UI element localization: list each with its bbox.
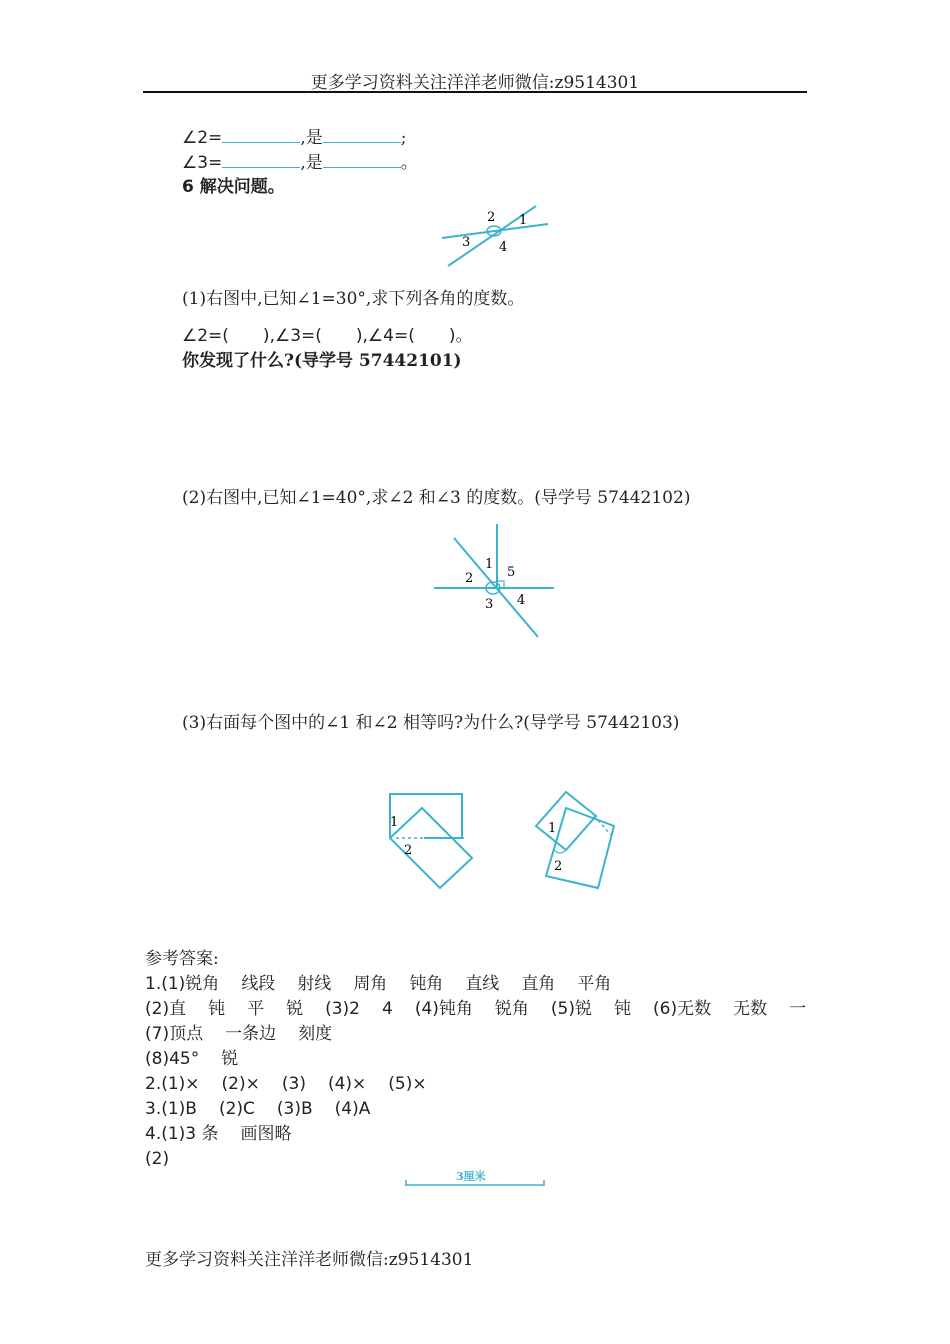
answer-item: 锐角 (494, 999, 529, 1019)
answer-item: (7)顶点 (145, 1024, 204, 1044)
answer-item: 画图略 (240, 1124, 292, 1144)
answer-item: 无数 (733, 999, 768, 1019)
answer-item: (6)无数 (653, 999, 712, 1019)
answer-item: 钝 (208, 999, 226, 1019)
answer-item: (2)直 (145, 999, 187, 1019)
answer-item: 刻度 (298, 1024, 333, 1044)
q3-text: (3)右面每个图中的∠1 和∠2 相等吗?为什么?(导学号 57442103) (182, 713, 680, 733)
label-5: 5 (507, 565, 516, 580)
blank-input[interactable] (323, 126, 401, 143)
answer-item: (4)钝角 (414, 999, 473, 1019)
label-3: 3 (462, 235, 471, 250)
figure-intersecting-lines-1 (436, 200, 556, 272)
answer-item: (3)B (276, 1099, 313, 1119)
label-1: 1 (548, 821, 557, 836)
label-2: 2 (487, 210, 496, 225)
q1-discover: 你发现了什么?(导学号 57442101) (182, 351, 462, 371)
label-2: 2 (465, 571, 474, 586)
blank-input[interactable] (222, 126, 300, 143)
label-3: 3 (485, 597, 494, 612)
rect-front (546, 808, 614, 888)
answer-item: (3) (281, 1074, 306, 1094)
figure-intersecting-lines-2 (430, 520, 558, 642)
blank-input[interactable] (323, 151, 401, 168)
answer-line (145, 1123, 292, 1145)
answer-item: (2) (145, 1149, 170, 1169)
page-footer: 更多学习资料关注洋洋老师微信:z9514301 (145, 1250, 474, 1270)
answer-item: 3.(1)B (145, 1099, 197, 1119)
ruler-3cm (404, 1166, 546, 1192)
label-1: 1 (519, 213, 528, 228)
answer-item: 射线 (297, 974, 332, 994)
answer-line (145, 973, 611, 995)
answer-item: (5)× (388, 1074, 427, 1094)
answers-title: 参考答案: (145, 949, 219, 969)
answer-item: (2)C (218, 1099, 255, 1119)
answer-line (145, 1148, 169, 1170)
answer-item: 直线 (465, 974, 500, 994)
answer-item: 1.(1)锐角 (145, 974, 220, 994)
answer-item: 4.(1)3 条 (145, 1124, 219, 1144)
answer-line (145, 1098, 370, 1120)
answer-item: 直角 (521, 974, 556, 994)
answer-item: 锐 (221, 1049, 239, 1069)
answer-item: 平角 (577, 974, 612, 994)
section6-title: 6 解决问题。 (182, 177, 285, 197)
label-1: 1 (390, 815, 399, 830)
answer-item: (3)2 (325, 999, 360, 1019)
ruler-label: 3厘米 (456, 1170, 486, 1183)
answer-line (145, 998, 806, 1020)
answer-item: 钝 (614, 999, 632, 1019)
q1-text: (1)右图中,已知∠1=30°,求下列各角的度数。 (182, 289, 525, 309)
answer-item: 一 (789, 999, 807, 1019)
fill-line-angle3: ∠3= ,是 。 (182, 153, 418, 173)
q1-answer-line: ∠2=( ),∠3=( ),∠4=( )。 (182, 326, 473, 346)
answer-item: (4)× (327, 1074, 367, 1094)
answer-line (145, 1023, 332, 1045)
q2-text: (2)右图中,已知∠1=40°,求∠2 和∠3 的度数。(导学号 57442102) (182, 488, 691, 508)
answer-item: (8)45° (145, 1049, 200, 1069)
fill-line-angle2: ∠2= ,是 ; (182, 128, 407, 148)
answer-item: 4 (382, 999, 393, 1019)
rect-back (536, 792, 596, 850)
figure-folded-paper-2 (528, 786, 624, 898)
answer-line (145, 1048, 238, 1070)
page-header: 更多学习资料关注洋洋老师微信:z9514301 (310, 73, 640, 93)
answer-item: (4)A (334, 1099, 371, 1119)
answer-item: 线段 (241, 974, 276, 994)
angle-arc (554, 850, 566, 853)
rect-upper (390, 794, 462, 838)
answer-item: 2.(1)× (145, 1074, 200, 1094)
label-2: 2 (404, 843, 413, 858)
label-4: 4 (499, 240, 508, 255)
answer-item: 钝角 (409, 974, 444, 994)
answer-item: 锐 (286, 999, 304, 1019)
answer-item: 平 (247, 999, 265, 1019)
label-1: 1 (485, 557, 494, 572)
answer-item: (2)× (221, 1074, 260, 1094)
label-4: 4 (517, 593, 526, 608)
rect-rotated (390, 808, 472, 888)
label-2: 2 (554, 859, 563, 874)
blank-input[interactable] (222, 151, 300, 168)
header-rule (143, 91, 807, 93)
answer-item: 周角 (353, 974, 388, 994)
answer-item: 一条边 (225, 1024, 277, 1044)
answer-line (145, 1073, 427, 1095)
answer-item: (5)锐 (550, 999, 593, 1019)
figure-folded-paper-1 (384, 788, 480, 898)
